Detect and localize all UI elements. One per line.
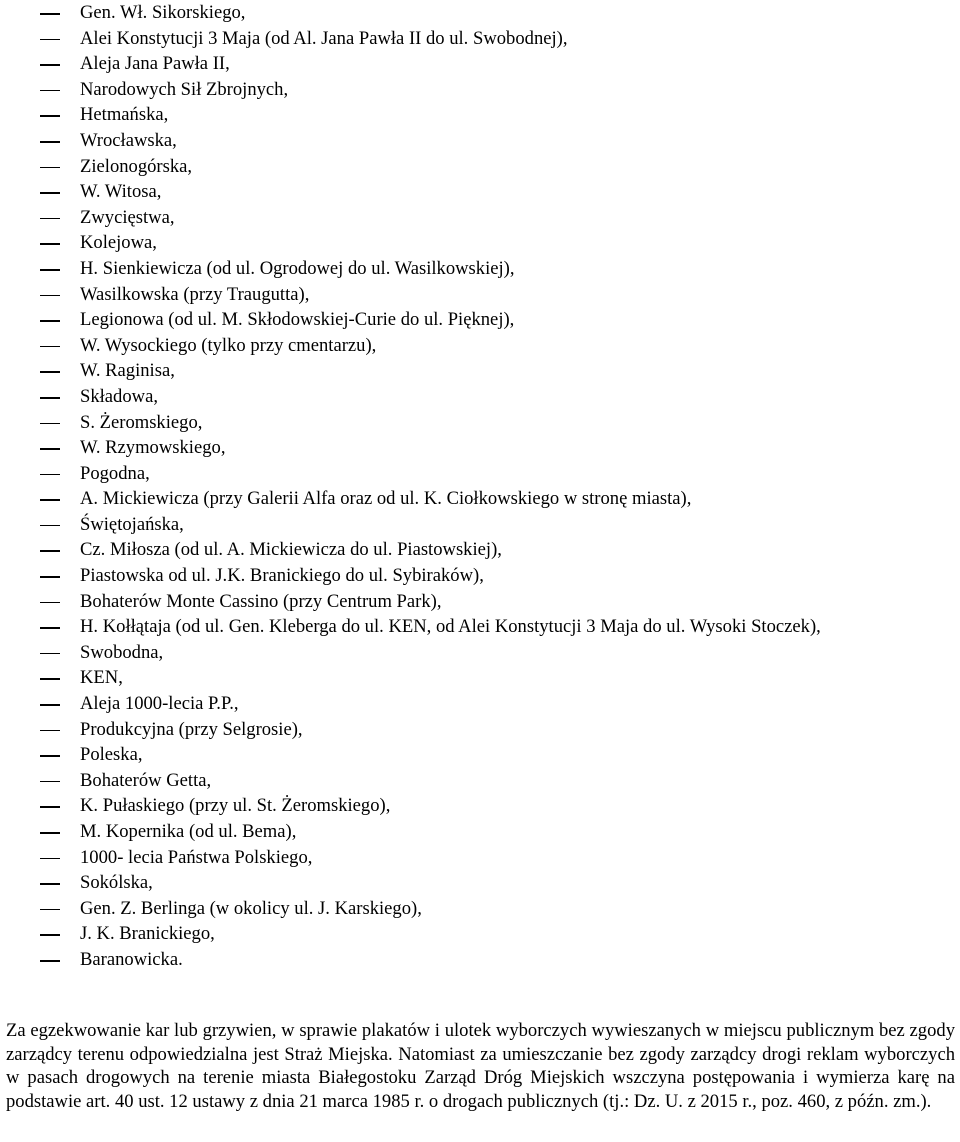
dash-bullet-icon — [40, 448, 60, 450]
dash-bullet-icon — [40, 218, 60, 220]
list-item — [0, 870, 960, 896]
street-name: W. Witosa, — [80, 181, 162, 203]
dash-bullet-icon — [40, 346, 60, 348]
street-name: W. Raginisa, — [80, 360, 175, 382]
street-name: Składowa, — [80, 385, 158, 407]
list-item — [0, 691, 960, 717]
street-name: Aleja 1000-lecia P.P., — [80, 693, 239, 715]
street-name: Poleska, — [80, 744, 143, 766]
dash-bullet-icon — [40, 909, 60, 911]
list-item — [0, 435, 960, 461]
dash-bullet-icon — [40, 269, 60, 271]
street-name: Baranowicka. — [80, 948, 183, 970]
list-item — [0, 717, 960, 743]
street-name: Świętojańska, — [80, 513, 184, 535]
list-item — [0, 563, 960, 589]
list-item — [0, 282, 960, 308]
list-item — [0, 614, 960, 640]
dash-bullet-icon — [40, 755, 60, 757]
dash-bullet-icon — [40, 858, 60, 860]
street-name: M. Kopernika (od ul. Bema), — [80, 821, 297, 842]
dash-bullet-icon — [40, 474, 60, 476]
dash-bullet-icon — [40, 602, 60, 604]
dash-bullet-icon — [40, 115, 60, 117]
dash-bullet-icon — [40, 627, 60, 629]
dash-bullet-icon — [40, 704, 60, 706]
street-name: H. Kołłątaja (od ul. Gen. Kleberga do ul. KEN, od Alei Konstytucji 3 Maja do ul. Wysoki Stoczek), — [80, 616, 821, 638]
dash-bullet-icon — [40, 397, 60, 399]
dash-bullet-icon — [40, 39, 60, 41]
list-item — [0, 26, 960, 52]
dash-bullet-icon — [40, 90, 60, 92]
list-item — [0, 537, 960, 563]
dash-bullet-icon — [40, 576, 60, 578]
street-name: Piastowska od ul. J.K. Branickiego do ul. Sybiraków), — [80, 565, 484, 587]
list-item — [0, 486, 960, 512]
street-name: 1000- lecia Państwa Polskiego, — [80, 846, 313, 868]
dash-bullet-icon — [40, 550, 60, 552]
dash-bullet-icon — [40, 883, 60, 885]
dash-bullet-icon — [40, 730, 60, 732]
street-name: Sokólska, — [80, 872, 153, 894]
list-item — [0, 128, 960, 154]
dash-bullet-icon — [40, 141, 60, 143]
enforcement-note: Za egzekwowanie kar lub grzywien, w sprawie plakatów i ulotek wyborczych wywieszanych w miejscu publicznym bez zgody zarządcy terenu odpowiedzialna jest Straż Miejska. Natomiast za umieszczanie bez zgody zarządcy drogi reklam wyborczych w pasach drogowych na terenie miasta Białegostoku Zarząd Dróg Miejskich wszczyna postępowania i wymierza karę na podstawie art. 40 ust. 12 ustawy z dnia 21 marca 1985 r. o drogach publicznych (tj.: Dz. U. z 2015 r., poz. 460, z późn. zm.). — [6, 1020, 955, 1112]
list-item — [0, 333, 960, 359]
dash-bullet-icon — [40, 167, 60, 169]
dash-bullet-icon — [40, 13, 60, 15]
dash-bullet-icon — [40, 678, 60, 680]
street-name: Zwycięstwa, — [80, 206, 175, 228]
list-item — [0, 410, 960, 436]
dash-bullet-icon — [40, 64, 60, 66]
list-item — [0, 845, 960, 871]
street-name: Zielonogórska, — [80, 155, 193, 177]
dash-bullet-icon — [40, 295, 60, 297]
list-item — [0, 819, 960, 845]
dash-bullet-icon — [40, 192, 60, 194]
list-item — [0, 307, 960, 333]
dash-bullet-icon — [40, 781, 60, 783]
street-name: Cz. Miłosza (od ul. A. Mickiewicza do ul. Piastowskiej), — [80, 539, 502, 561]
street-name: Kolejowa, — [80, 232, 157, 254]
street-name: Wrocławska, — [80, 129, 177, 151]
list-item — [0, 461, 960, 487]
list-item — [0, 742, 960, 768]
street-name: Hetmańska, — [80, 104, 169, 126]
dash-bullet-icon — [40, 499, 60, 501]
street-name: Bohaterów Getta, — [80, 769, 212, 791]
list-item — [0, 256, 960, 282]
dash-bullet-icon — [40, 423, 60, 425]
list-item — [0, 384, 960, 410]
street-name: KEN, — [80, 667, 123, 689]
street-name: Alei Konstytucji 3 Maja (od Al. Jana Pawła II do ul. Swobodnej), — [80, 27, 568, 49]
list-item — [0, 230, 960, 256]
list-item — [0, 947, 960, 973]
list-item — [0, 205, 960, 231]
list-item — [0, 793, 960, 819]
dash-bullet-icon — [40, 525, 60, 527]
street-name: K. Pułaskiego (przy ul. St. Żeromskiego), — [80, 795, 391, 817]
street-name: Swobodna, — [80, 641, 164, 663]
list-item — [0, 102, 960, 128]
street-name: Legionowa (od ul. M. Skłodowskiej-Curie do ul. Pięknej), — [80, 309, 515, 331]
list-item — [0, 358, 960, 384]
list-item — [0, 154, 960, 180]
list-item — [0, 51, 960, 77]
list-item — [0, 179, 960, 205]
dash-bullet-icon — [40, 243, 60, 245]
street-name: Wasilkowska (przy Traugutta), — [80, 283, 310, 305]
street-name: J. K. Branickiego, — [80, 923, 215, 945]
street-name: Bohaterów Monte Cassino (przy Centrum Park), — [80, 590, 442, 612]
list-item — [0, 768, 960, 794]
street-name: Pogodna, — [80, 462, 150, 484]
list-item — [0, 589, 960, 615]
street-name: Gen. Z. Berlinga (w okolicy ul. J. Karskiego), — [80, 897, 422, 919]
list-item — [0, 665, 960, 691]
list-item — [0, 77, 960, 103]
street-name: W. Rzymowskiego, — [80, 437, 226, 459]
dash-bullet-icon — [40, 960, 60, 962]
dash-bullet-icon — [40, 320, 60, 322]
dash-bullet-icon — [40, 653, 60, 655]
street-name: Narodowych Sił Zbrojnych, — [80, 78, 289, 100]
dash-bullet-icon — [40, 371, 60, 373]
street-name: Aleja Jana Pawła II, — [80, 53, 230, 75]
dash-bullet-icon — [40, 934, 60, 936]
street-name: A. Mickiewicza (przy Galerii Alfa oraz od ul. K. Ciołkowskiego w stronę miasta), — [80, 488, 692, 510]
dash-bullet-icon — [40, 832, 60, 834]
list-item — [0, 921, 960, 947]
list-item — [0, 896, 960, 922]
street-name: H. Sienkiewicza (od ul. Ogrodowej do ul. Wasilkowskiej), — [80, 257, 515, 279]
list-item — [0, 512, 960, 538]
street-name: S. Żeromskiego, — [80, 411, 203, 433]
list-item — [0, 640, 960, 666]
dash-bullet-icon — [40, 806, 60, 808]
street-name: Produkcyjna (przy Selgrosie), — [80, 718, 303, 740]
list-item — [0, 0, 960, 26]
street-name: W. Wysockiego (tylko przy cmentarzu), — [80, 334, 377, 356]
street-name: Gen. Wł. Sikorskiego, — [80, 2, 246, 23]
